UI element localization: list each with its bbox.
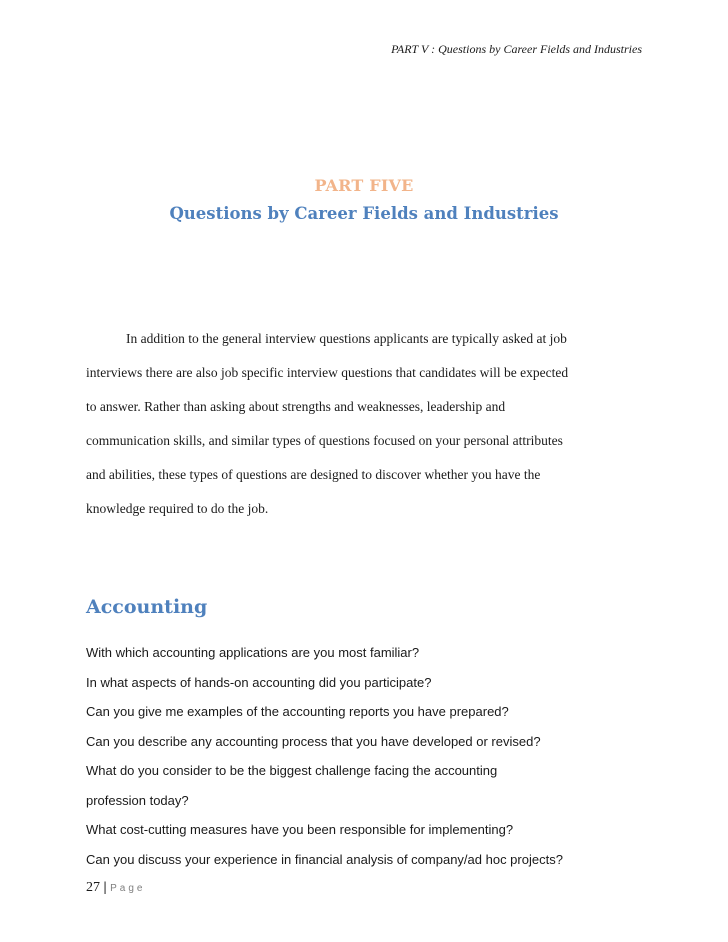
footer-separator: | (103, 880, 107, 895)
intro-paragraph (86, 322, 646, 526)
question-item: What do you consider to be the biggest challenge facing the accounting (86, 763, 498, 778)
question-item: In what aspects of hands-on accounting did you participate? (86, 674, 432, 690)
page-footer (86, 880, 145, 896)
part-subtitle: Questions by Career Fields and Industries (169, 204, 559, 223)
question-item: With which accounting applications are you most familiar? (86, 645, 420, 660)
intro-line: to answer. Rather than asking about strengths and weaknesses, leadership and (86, 399, 506, 414)
intro-line: knowledge required to do the job. (86, 501, 269, 516)
section-heading-accounting: Accounting (86, 596, 208, 618)
part-title: PART FIVE (314, 176, 414, 195)
question-item: Can you describe any accounting process that you have developed or revised? (86, 733, 541, 749)
question-item: Can you discuss your experience in financial analysis of company/ad hoc projects? (86, 851, 563, 867)
question-item: Can you give me examples of the accounting reports you have prepared? (86, 704, 509, 719)
intro-line: interviews there are also job specific interview questions that candidates will be expected (86, 365, 569, 380)
question-item: What cost-cutting measures have you been responsible for implementing? (86, 822, 514, 837)
intro-line: communication skills, and similar types of questions focused on your personal attributes (86, 433, 563, 448)
intro-line: In addition to the general interview questions applicants are typically asked at job (126, 331, 567, 346)
question-item: profession today? (86, 792, 189, 808)
running-header: PART V : Questions by Career Fields and Industries (391, 42, 642, 56)
intro-line: and abilities, these types of questions are designed to discover whether you have the (86, 467, 541, 482)
page-word: Page (110, 883, 146, 894)
page-number: 27 (86, 880, 100, 895)
question-list (86, 638, 666, 874)
